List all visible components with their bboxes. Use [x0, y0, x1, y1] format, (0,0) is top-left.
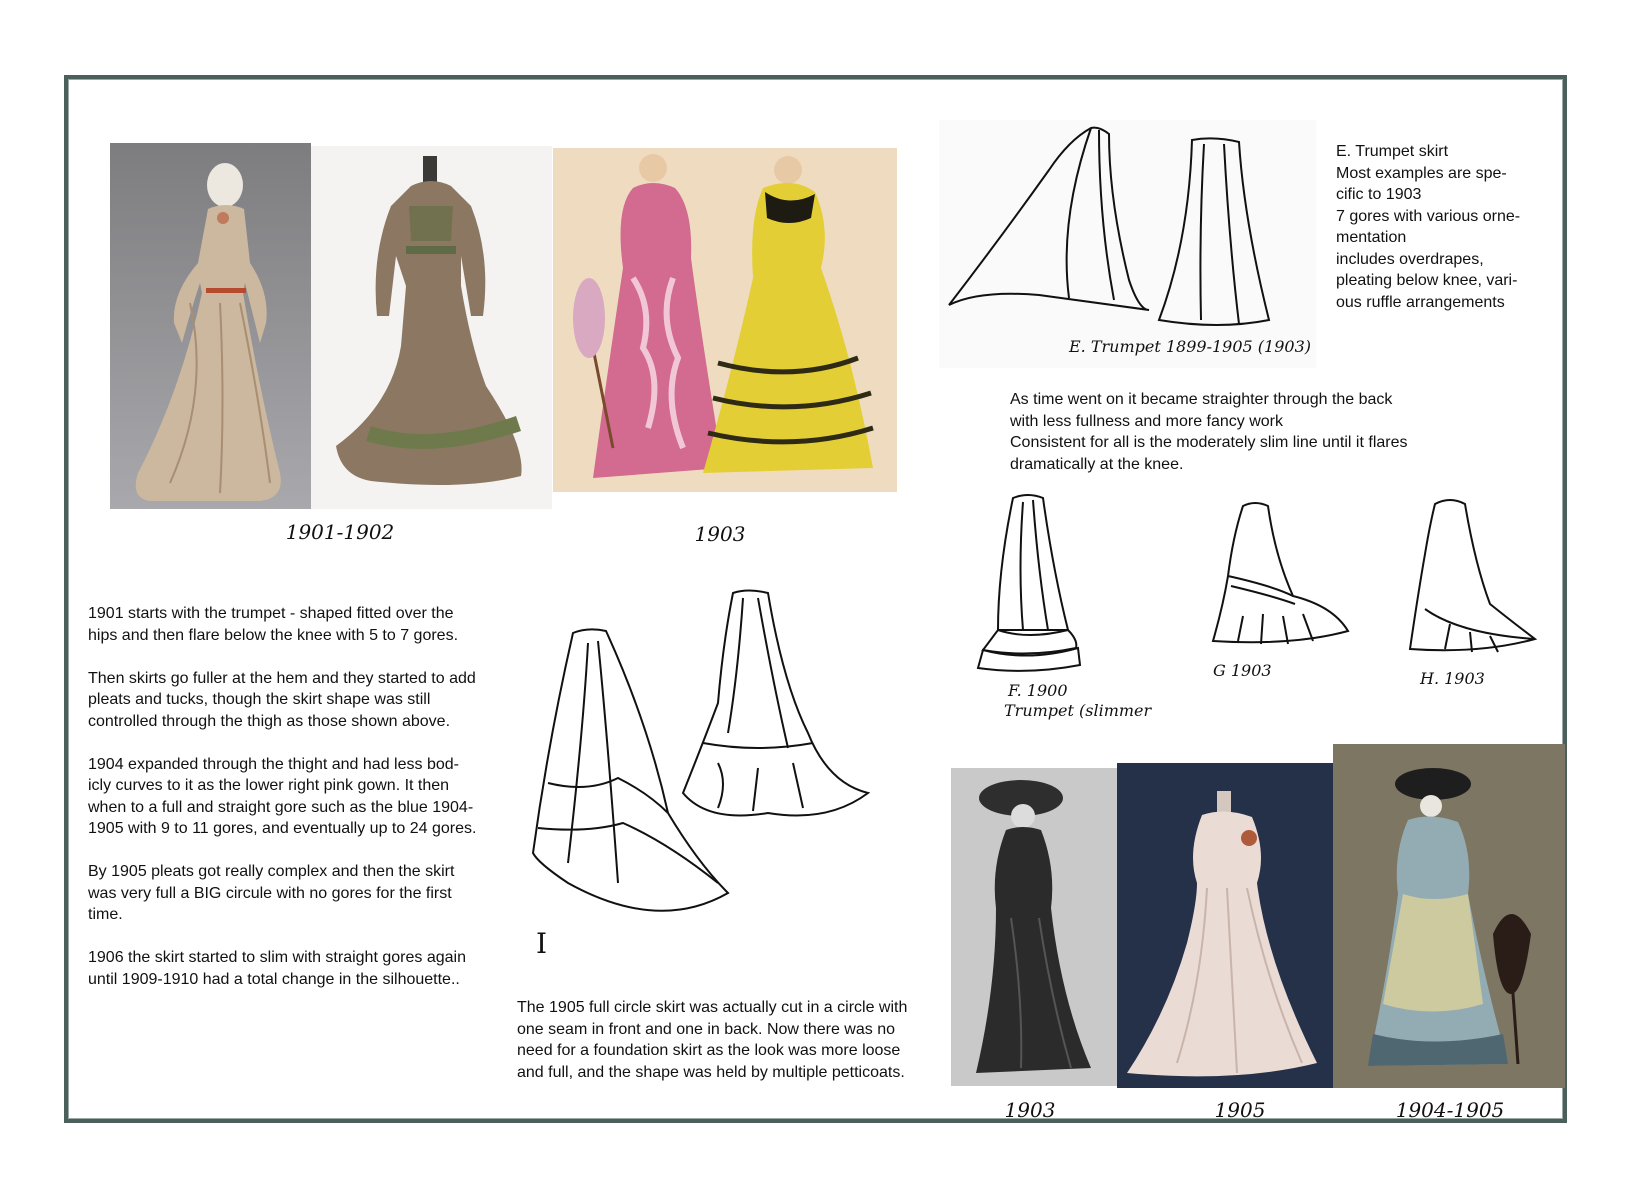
caption-1903-bottom: 1903 — [1004, 1098, 1056, 1122]
photo-white-gown-1905 — [1117, 763, 1333, 1088]
trumpet-note-line: ous ruffle arrangements — [1336, 293, 1505, 311]
caption-1901-1902: 1901-1902 — [285, 520, 395, 544]
caption-1904-1905: 1904-1905 — [1395, 1098, 1505, 1122]
trumpet-note-line: 7 gores with various orne- — [1336, 207, 1521, 225]
caption-1903-top: 1903 — [694, 522, 746, 546]
left-text-block — [88, 603, 480, 1012]
straighter-note-line: with less fullness and more fancy work — [1010, 412, 1283, 430]
photo-black-gown-1903 — [951, 768, 1117, 1086]
straighter-note-line: Consistent for all is the moderately slim line until it flares — [1010, 434, 1408, 451]
trumpet-note-line: Most examples are spe- — [1336, 164, 1507, 182]
sketch-skirt-g-1903 — [1183, 496, 1368, 686]
trumpet-note-line: includes overdrapes, — [1336, 250, 1484, 268]
paragraph-fuller-hem: Then skirts go fuller at the hem and they started to add pleats and tucks, though the skirt shape was still controlled through the thigh as those shown above. — [88, 669, 476, 730]
trumpet-note — [1336, 141, 1556, 313]
paragraph-1901: 1901 starts with the trumpet - shaped fitted over the hips and then flare below the knee with 5 to 7 gores. — [88, 605, 459, 644]
sketch-skirt-f-1900 — [968, 490, 1158, 730]
straighter-note — [1010, 389, 1470, 475]
photo-brown-gown-1902 — [311, 146, 552, 509]
caption-1905: 1905 — [1214, 1098, 1266, 1122]
trumpet-note-line: E. Trumpet skirt — [1336, 143, 1449, 160]
photo-fashion-plate-1903 — [553, 148, 897, 492]
straighter-note-line: dramatically at the knee. — [1010, 455, 1184, 473]
paragraph-circle-skirt: The 1905 full circle skirt was actually cut in a circle with one seam in front and one in back. Now there was no need for a foundation skirt as the look was more loose and full, and the shape was held by multiple petticoats. — [517, 999, 908, 1081]
paragraph-1904: 1904 expanded through the thight and had less bod-icly curves to it as the lower right pink gown. It then when to a full and straight gore such as the blue 1904-1905 with 9 to 11 gores, and eventually up to 24 gores. — [88, 755, 477, 837]
photo-blue-gown-1904-1905 — [1333, 744, 1565, 1088]
photo-printed-gown-1901 — [110, 143, 311, 509]
label-f-trumpet: Trumpet (slimmer — [1004, 701, 1152, 720]
straighter-note-line: As time went on it became straighter through the back — [1010, 391, 1393, 408]
sketch-skirt-h-1903 — [1390, 494, 1550, 699]
paragraph-1906: 1906 the skirt started to slim with straight gores again until 1909-1910 had a total change in the silhouette.. — [88, 949, 466, 988]
middle-text-block — [517, 997, 929, 1105]
label-f-1900: F. 1900 — [1008, 681, 1068, 700]
label-trumpet: E. Trumpet 1899-1905 (1903) — [1069, 337, 1312, 356]
sketch-circle-skirt-i — [528, 583, 873, 958]
trumpet-note-line: pleating below knee, vari- — [1336, 272, 1518, 289]
label-h-1903: H. 1903 — [1420, 669, 1485, 688]
trumpet-note-line: cific to 1903 — [1336, 186, 1422, 203]
label-g-1903: G 1903 — [1213, 661, 1272, 680]
sketch-trumpet-skirt — [939, 120, 1316, 368]
trumpet-note-line: mentation — [1336, 229, 1407, 246]
label-i: I — [536, 927, 548, 958]
paragraph-1905: By 1905 pleats got really complex and then the skirt was very full a BIG circule with no gores for the first time. — [88, 863, 455, 923]
